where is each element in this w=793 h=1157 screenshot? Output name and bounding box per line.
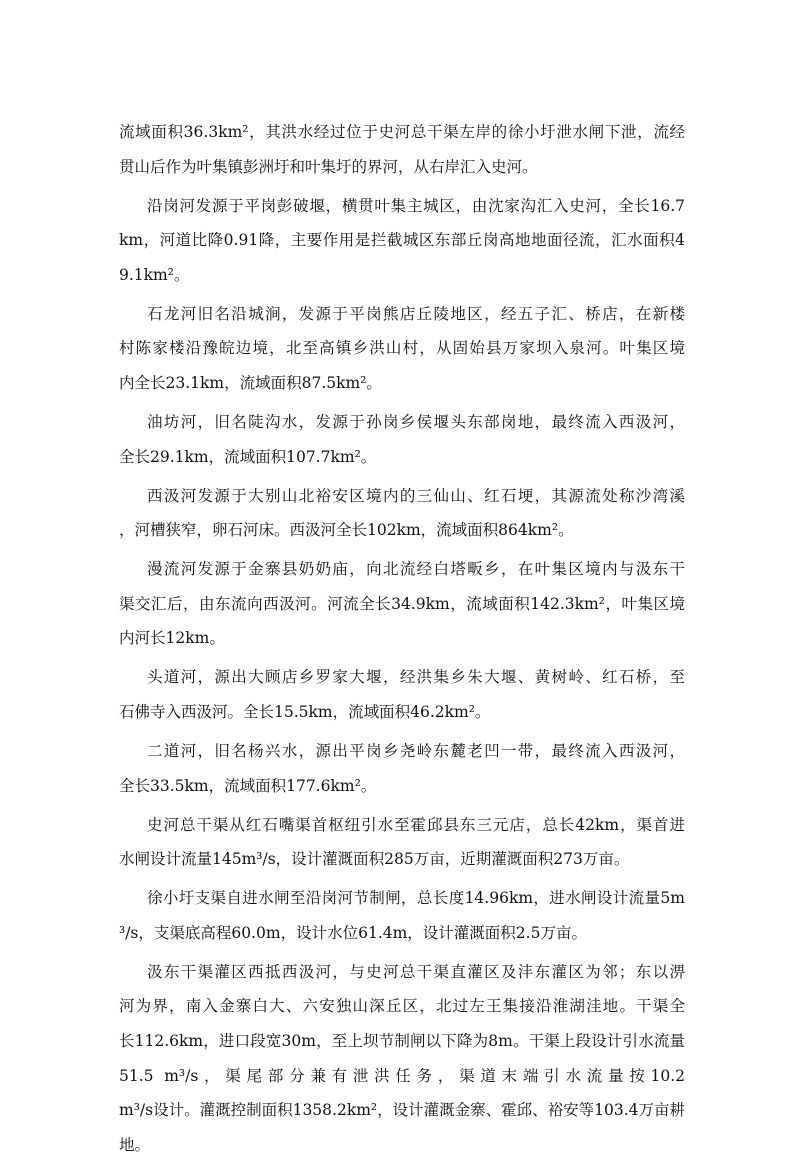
text-line: m³/s设计。灌溉控制面积1358.2km²，设计灌溉金寨、霍邱、裕安等103.4万亩耕 [119, 1101, 685, 1120]
text-line: 9.1km²。 [119, 265, 190, 284]
text-line: 内全长23.1km，流域面积87.5km²。 [119, 374, 382, 392]
text-line: 渠交汇后，由东流向西汲河。河流全长34.9km，流域面积142.3km²，叶集区境 [119, 594, 685, 613]
paragraph-first-line: 头道河，源出大顾店乡罗家大堰，经洪集乡朱大堰、黄树岭、红石桥，至 [147, 668, 685, 687]
text-line: 全长33.5km，流域面积177.6km²。 [119, 776, 377, 795]
text-line: 51.5 m³/s，渠尾部分兼有泄洪任务，渠道末端引水流量按10.2 [119, 1066, 685, 1085]
paragraph-first-line: 徐小圩支渠自进水闸至沿岗河节制闸，总长度14.96km，进水闸设计流量5m [147, 889, 685, 908]
text-line: 石佛寺入西汲河。全长15.5km，流域面积46.2km²。 [119, 703, 491, 721]
text-line: 水闸设计流量145m³/s，设计灌溉面积285万亩，近期灌溉面积273万亩。 [119, 850, 630, 869]
text-line: 贯山后作为叶集镇彭洲圩和叶集圩的界河，从右岸汇入史河。 [119, 157, 538, 176]
text-line: 村陈家楼沿豫皖边境，北至高镇乡洪山村，从固始县万家坝入泉河。叶集区境 [119, 339, 685, 358]
text-line: km，河道比降0.91降，主要作用是拦截城区东部丘岗高地地面径流，汇水面积4 [119, 231, 685, 250]
text-line: 内河长12km。 [119, 629, 225, 648]
text-line: 地。 [119, 1135, 151, 1154]
paragraph-first-line: 二道河，旧名杨兴水，源出平岗乡尧岭东麓老凹一带，最终流入西汲河， [147, 742, 685, 760]
paragraph-first-line: 漫流河发源于金寨县奶奶庙，向北流经白塔畈乡，在叶集区境内与汲东干 [147, 560, 685, 579]
paragraph-first-line: 油坊河，旧名陡沟水，发源于孙岗乡侯堰头东部岗地，最终流入西汲河， [147, 413, 685, 431]
text-line: 长112.6km，进口段宽30m，至上坝节制闸以下降为8m。干渠上段设计引水流量 [119, 1032, 685, 1050]
paragraph-first-line: 史河总干渠从红石嘴渠首枢纽引水至霍邱县东三元店，总长42km，渠首进 [147, 815, 685, 834]
text-line: ，河槽狭窄，卵石河床。西汲河全长102km，流域面积864km²。 [119, 521, 574, 540]
paragraph-first-line: 沿岗河发源于平岗彭破堰，横贯叶集主城区，由沈家沟汇入史河，全长16.7 [147, 196, 685, 215]
text-line: 全长29.1km，流域面积107.7km²。 [119, 447, 377, 466]
text-line: 河为界，南入金寨白大、六安独山深丘区，北过左王集接沿淮湖洼地。干渠全 [119, 997, 685, 1016]
text-line: ³/s，支渠底高程60.0m，设计水位61.4m，设计灌溉面积2.5万亩。 [119, 923, 587, 942]
paragraph-first-line: 石龙河旧名沿城涧，发源于平岗熊店丘陵地区，经五子汇、桥店，在新楼 [147, 304, 685, 323]
text-line: 流域面积36.3km²，其洪水经过位于史河总干渠左岸的徐小圩泄水闸下泄，流经 [119, 123, 685, 141]
paragraph-first-line: 汲东干渠灌区西抵西汲河，与史河总干渠直灌区及沣东灌区为邻；东以淠 [147, 962, 685, 981]
paragraph-first-line: 西汲河发源于大别山北裕安区境内的三仙山、红石埂，其源流处称沙湾溪 [147, 486, 685, 505]
